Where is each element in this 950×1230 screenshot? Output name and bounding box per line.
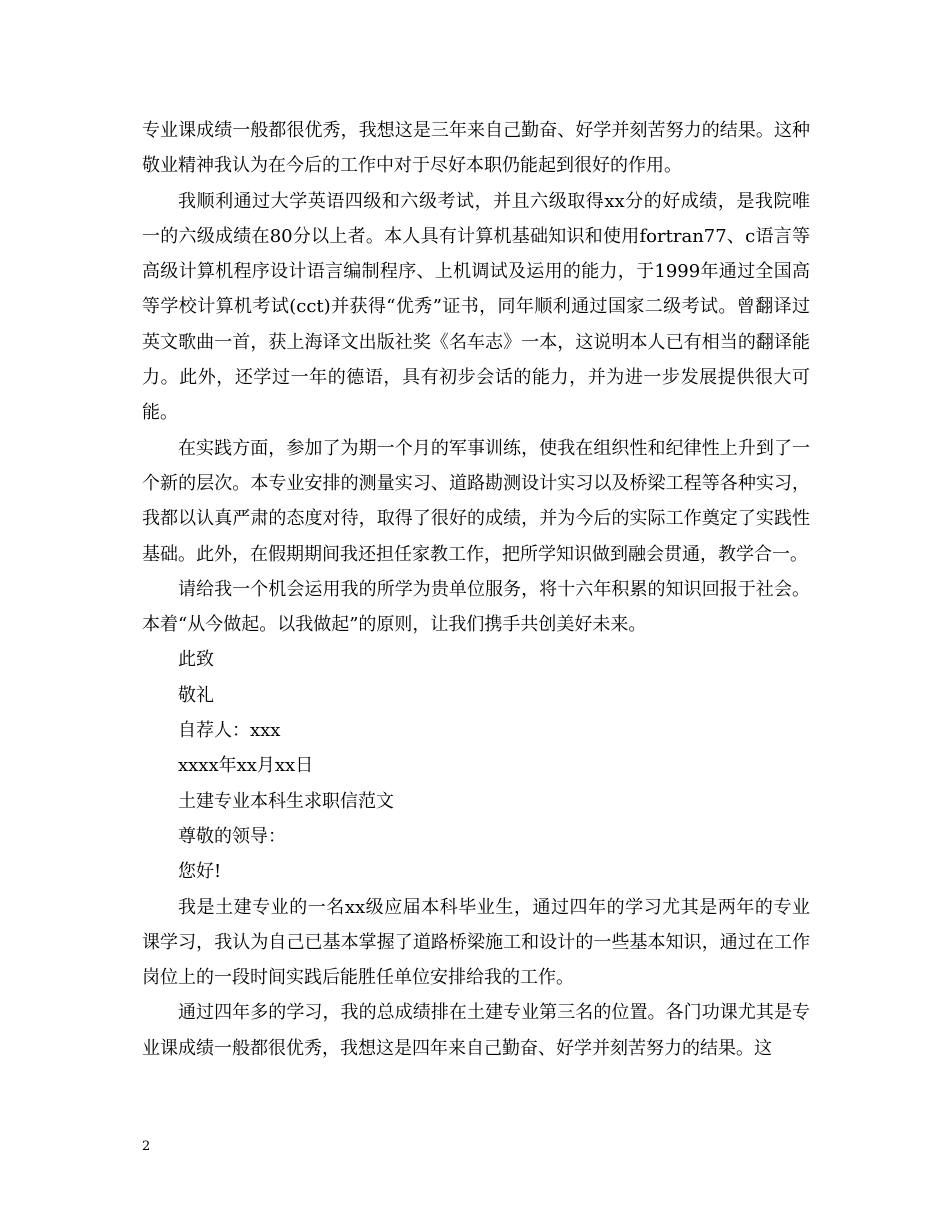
signature-line: 自荐人：xxx — [178, 720, 281, 742]
section-title: 土建专业本科生求职信范文 — [178, 790, 394, 812]
closing-line: 此致 — [178, 649, 214, 671]
date-line: xxxx年xx月xx日 — [178, 755, 314, 777]
document-body — [142, 113, 810, 1066]
page-number: 2 — [142, 1139, 151, 1154]
paragraph: 通过四年多的学习，我的总成绩排在土建专业第三名的位置。各门功课尤其是专业课成绩一般都很优秀，我想这是四年来自己勤奋、好学并刻苦努力的结果。这 — [142, 1002, 810, 1059]
paragraph: 请给我一个机会运用我的所学为贵单位服务，将十六年积累的知识回报于社会。本着“从今做起。以我做起”的原则，让我们携手共创美好未来。 — [142, 578, 810, 636]
paragraph: 我是土建专业的一名xx级应届本科毕业生，通过四年的学习尤其是两年的专业课学习，我认为自己已基本掌握了道路桥梁施工和设计的一些基本知识，通过在工作岗位上的一段时间实践后能胜任单位安排给我的工作。 — [142, 896, 810, 989]
closing-salute: 敬礼 — [178, 684, 214, 706]
greeting: 您好! — [178, 861, 222, 883]
paragraph: 专业课成绩一般都很优秀，我想这是三年来自己勤奋、好学并刻苦努力的结果。这种敬业精神我认为在今后的工作中对于尽好本职仍能起到很好的作用。 — [142, 120, 810, 177]
paragraph: 在实践方面，参加了为期一个月的军事训练，使我在组织性和纪律性上升到了一个新的层次。本专业安排的测量实习、道路勘测设计实习以及桥梁工程等各种实习，我都以认真严肃的态度对待，取得了很好的成绩，并为今后的实际工作奠定了实践性基础。此外，在假期期间我还担任家教工作，把所学知识做到融会贯通，教学合一。 — [142, 437, 810, 565]
paragraph: 我顺利通过大学英语四级和六级考试，并且六级取得xx分的好成绩，是我院唯一的六级成绩在80分以上者。本人具有计算机基础知识和使用fortran77、c语言等高级计算机程序设计语言编制程序、上机调试及运用的能力，于1999年通过全国高等学校计算机考试(cct)并获得“优秀”证书，同年顺利通过国家二级考试。曾翻译过英文歌曲一首，获上海译文出版社奖《名车志》一本，这说明本人已有相当的翻译能力。此外，还学过一年的德语，具有初步会话的能力，并为进一步发展提供很大可能。 — [142, 190, 810, 424]
salutation: 尊敬的领导： — [178, 825, 286, 847]
